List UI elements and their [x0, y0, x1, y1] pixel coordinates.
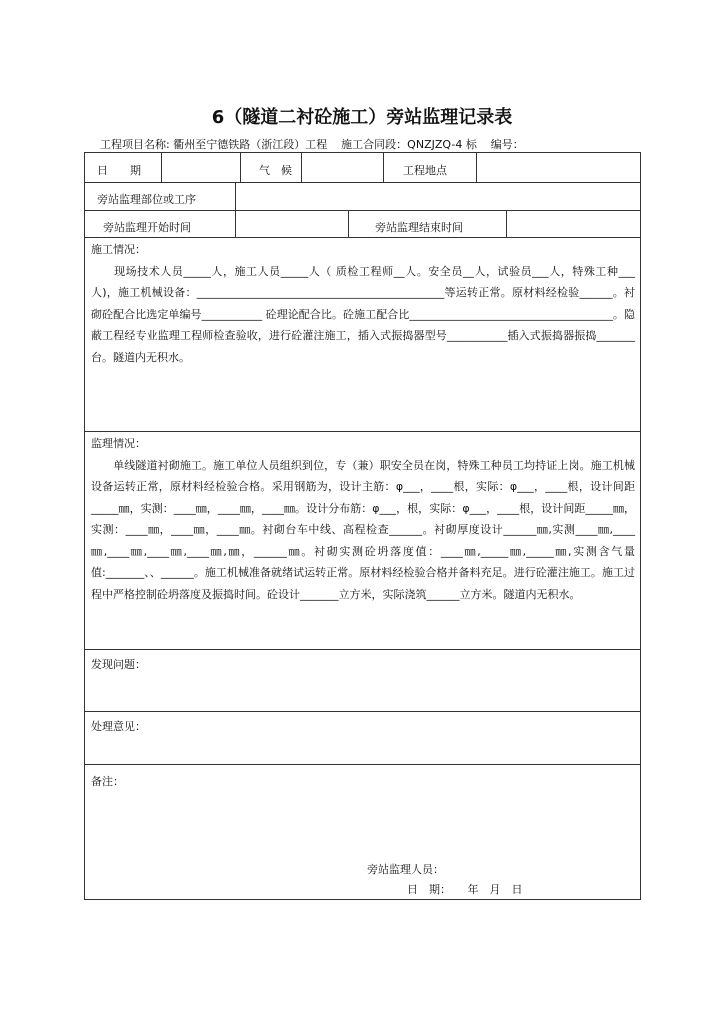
- location-label: 工程地点: [403, 164, 447, 177]
- divider: [383, 153, 384, 182]
- supervision-body: 单线隧道衬砌施工。施工单位人员组织到位，专（兼）职安全员在岗，特殊工种员工均持证上岗。施工机械设备运转正常，原材料经检验合格。采用钢筋为，设计主筋：φ___，____根，实际：φ___，____根，设计间距_____㎜，实测：____㎜，____㎜，____㎜。设计分布筋：φ___，根，实际：φ___，____根，设计间距_____㎜，实测：____㎜，____㎜，____㎜。衬砌台车中线、高程检查______。衬砌厚度设计______㎜,实测____㎜,____㎜,____㎜,____㎜,____㎜,㎜，______㎜。衬砌实测砼坍落度值：____㎜,_____㎜,_____㎜,实测含气量值:_______、、______。施工机械准备就绪试运转正常。原材料经检验合格并备料充足。进行砼灌注施工。施工过程中严格控制砼坍落度及振捣时间。砼设计_______立方米，实际浇筑______立方米。隧道内无积水。: [91, 458, 635, 601]
- divider: [85, 764, 640, 765]
- record-table: [84, 152, 641, 900]
- divider: [301, 153, 302, 182]
- project-info: 工程项目名称: 衢州至宁德铁路（浙江段）工程 施工合同段：QNZJZQ-4 标 编号：: [100, 138, 524, 151]
- divider: [85, 182, 640, 183]
- divider: [348, 210, 349, 237]
- divider: [85, 210, 640, 211]
- supervision-heading: 监理情况：: [91, 437, 146, 450]
- position-label: 旁站监理部位或工序: [97, 193, 196, 206]
- end-time-label: 旁站监理结束时间: [375, 221, 463, 234]
- weather-label: 气 候: [259, 164, 292, 177]
- divider: [85, 237, 640, 238]
- remarks-label: 备注：: [91, 775, 124, 788]
- divider: [85, 431, 640, 432]
- date-label: 日 期: [97, 164, 141, 177]
- opinion-label: 处理意见：: [91, 720, 146, 733]
- divider: [235, 182, 236, 237]
- divider: [85, 711, 640, 712]
- construction-section: [91, 239, 635, 368]
- start-time-label: 旁站监理开始时间: [103, 221, 191, 234]
- page-title: 6（隧道二衬砼施工）旁站监理记录表: [211, 107, 513, 128]
- divider: [506, 210, 507, 237]
- divider: [85, 649, 640, 650]
- sign-date: 日 期： 年 月 日: [407, 883, 523, 896]
- divider: [240, 153, 241, 182]
- issues-label: 发现问题：: [91, 658, 146, 671]
- construction-heading: 施工情况：: [91, 243, 146, 256]
- divider: [161, 153, 162, 182]
- divider: [476, 153, 477, 182]
- supervision-section: [91, 433, 635, 605]
- construction-body: 现场技术人员_____人，施工人员_____人（ 质检工程师__人。安全员__人，试验员___人，特殊工种___人)，施工机械设备：_____________________________________________等运转正常。原材料经检验______。衬砌砼配合比选定单编号___________ 砼理论配合比。砼施工配合比_____________________________________。隐蔽工程经专业监理工程师检查验收，进行砼灌注施工，插入式振捣器型号___________插入式振捣器振捣_______台。隧道内无积水。: [91, 264, 635, 364]
- signer-label: 旁站监理人员：: [367, 863, 444, 876]
